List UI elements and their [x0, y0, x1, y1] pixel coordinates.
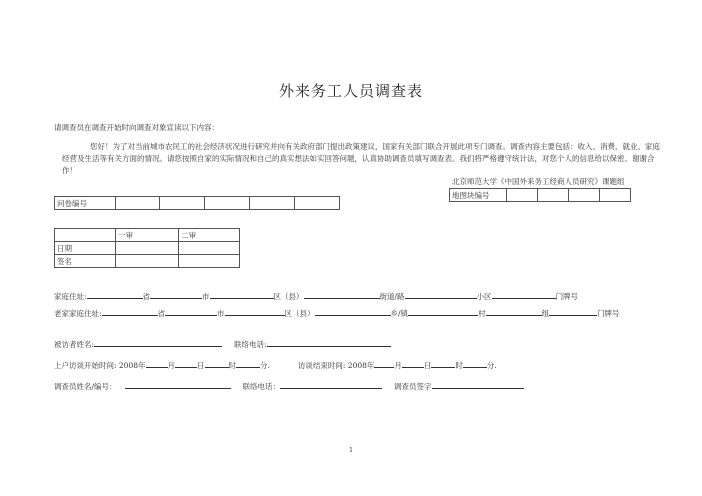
page-number: 1 — [349, 447, 353, 454]
province-unit: 省 — [142, 292, 151, 301]
old-group-field[interactable] — [486, 307, 542, 316]
old-township-field[interactable] — [315, 307, 391, 316]
province-unit: 省 — [157, 309, 166, 318]
minute-unit: 分. — [260, 361, 270, 370]
home-community-field[interactable] — [405, 290, 477, 299]
review-first-date-cell[interactable] — [116, 242, 179, 255]
old-district-field[interactable] — [225, 307, 285, 316]
end-month-field[interactable] — [374, 359, 394, 368]
old-village-field[interactable] — [408, 307, 478, 316]
questionnaire-number-cell[interactable] — [205, 197, 250, 210]
map-block-cell[interactable] — [538, 189, 569, 202]
organization-credit: 北京师范大学《中国外来务工经商人员研究》课题组 — [452, 177, 625, 186]
day-unit: 日 — [423, 361, 432, 370]
minute-unit: 分. — [486, 361, 497, 370]
street-unit: 街道/路 — [379, 292, 405, 301]
month-unit: 月 — [167, 361, 175, 370]
home-door-field[interactable] — [492, 290, 556, 299]
township-unit: 乡/镇 — [390, 309, 409, 318]
door-unit: 门牌号 — [597, 309, 620, 318]
questionnaire-number-table — [54, 196, 340, 210]
group-unit: 组 — [541, 309, 550, 318]
old-home-address-line — [54, 307, 620, 319]
interviewee-phone-label: 联络电话: — [234, 340, 267, 349]
home-district-field[interactable] — [210, 290, 274, 299]
start-day-field[interactable] — [175, 359, 197, 368]
questionnaire-number-label: 问卷编号 — [55, 197, 116, 210]
hour-unit: 时 — [228, 361, 236, 370]
end-hour-field[interactable] — [431, 359, 455, 368]
investigator-sign-label: 调查员签字 — [394, 382, 432, 391]
village-unit: 村 — [478, 309, 486, 318]
interviewee-name-field[interactable] — [94, 338, 222, 347]
interviewee-line — [54, 338, 391, 350]
city-unit: 市 — [202, 292, 210, 301]
city-unit: 市 — [217, 309, 225, 318]
review-first-header: 一审 — [116, 229, 179, 242]
start-time-label: 上户访谈开始时间: 2008年 — [54, 361, 146, 370]
investigator-sign-field[interactable] — [432, 380, 524, 389]
interview-time-line — [54, 359, 497, 371]
questionnaire-number-cell[interactable] — [250, 197, 295, 210]
district-unit: 区（县） — [273, 292, 304, 301]
map-block-cell[interactable] — [507, 189, 538, 202]
home-city-field[interactable] — [150, 290, 202, 299]
questionnaire-number-cell[interactable] — [116, 197, 160, 210]
review-first-sign-cell[interactable] — [116, 255, 179, 268]
home-address-line — [54, 290, 578, 302]
map-block-cell[interactable] — [600, 189, 631, 202]
map-block-cell[interactable] — [569, 189, 600, 202]
review-second-header: 二审 — [179, 229, 240, 242]
investigator-name-label: 调查员姓名/编号： — [54, 382, 117, 391]
home-street-field[interactable] — [304, 290, 380, 299]
community-unit: 小区 — [476, 292, 492, 301]
start-minute-field[interactable] — [236, 359, 260, 368]
intro-paragraph: 您好！为了对当前城市农民工的社会经济状况进行研究并向有关政府部门提出政策建议，国家有关部门联合开展此项专门调查。调查内容主要包括：收入、消费、就业、家庭经营及生活等有关方面的情况。请您按照自家的实际情况和自己的真实想法如实回答问题，认真协助调查员填写调查表。我们将严格遵守统计法，对您个人的信息给以保密。谢谢合作！ — [62, 142, 660, 175]
intro-text: 请调查员在调查开始时向调查对象宣读以下内容： — [54, 123, 219, 132]
start-hour-field[interactable] — [205, 359, 229, 368]
start-month-field[interactable] — [146, 359, 168, 368]
questionnaire-number-cell[interactable] — [160, 197, 205, 210]
day-unit: 日 — [197, 361, 205, 370]
end-time-label: 访谈结束时间: 2008年 — [297, 361, 375, 370]
review-date-label: 日期 — [55, 242, 116, 255]
old-city-field[interactable] — [165, 307, 217, 316]
door-unit: 门牌号 — [555, 292, 579, 301]
end-day-field[interactable] — [402, 359, 424, 368]
interviewee-phone-field[interactable] — [267, 338, 391, 347]
interviewee-name-label: 被访者姓名: — [54, 340, 95, 349]
review-second-sign-cell[interactable] — [179, 255, 240, 268]
investigator-phone-field[interactable] — [280, 380, 382, 389]
review-table — [54, 228, 240, 268]
home-address-label: 家庭住址: — [54, 292, 87, 301]
old-door-field[interactable] — [549, 307, 597, 316]
map-block-number-label: 地图块编号 — [450, 189, 507, 202]
investigator-line — [54, 380, 524, 392]
end-minute-field[interactable] — [463, 359, 487, 368]
map-block-number-table — [449, 188, 631, 202]
review-second-date-cell[interactable] — [179, 242, 240, 255]
page-title: 外来务工人员调查表 — [278, 82, 423, 100]
old-home-address-label: 老家家庭住址: — [54, 309, 102, 318]
home-province-field[interactable] — [87, 290, 143, 299]
investigator-name-field[interactable] — [125, 380, 231, 389]
old-province-field[interactable] — [102, 307, 158, 316]
month-unit: 月 — [394, 361, 402, 370]
review-corner-cell — [55, 229, 116, 242]
district-unit: 区（县） — [284, 309, 315, 318]
questionnaire-number-cell[interactable] — [295, 197, 340, 210]
hour-unit: 时 — [455, 361, 463, 370]
review-sign-label: 签名 — [55, 255, 116, 268]
investigator-phone-label: 联络电话： — [242, 382, 281, 391]
